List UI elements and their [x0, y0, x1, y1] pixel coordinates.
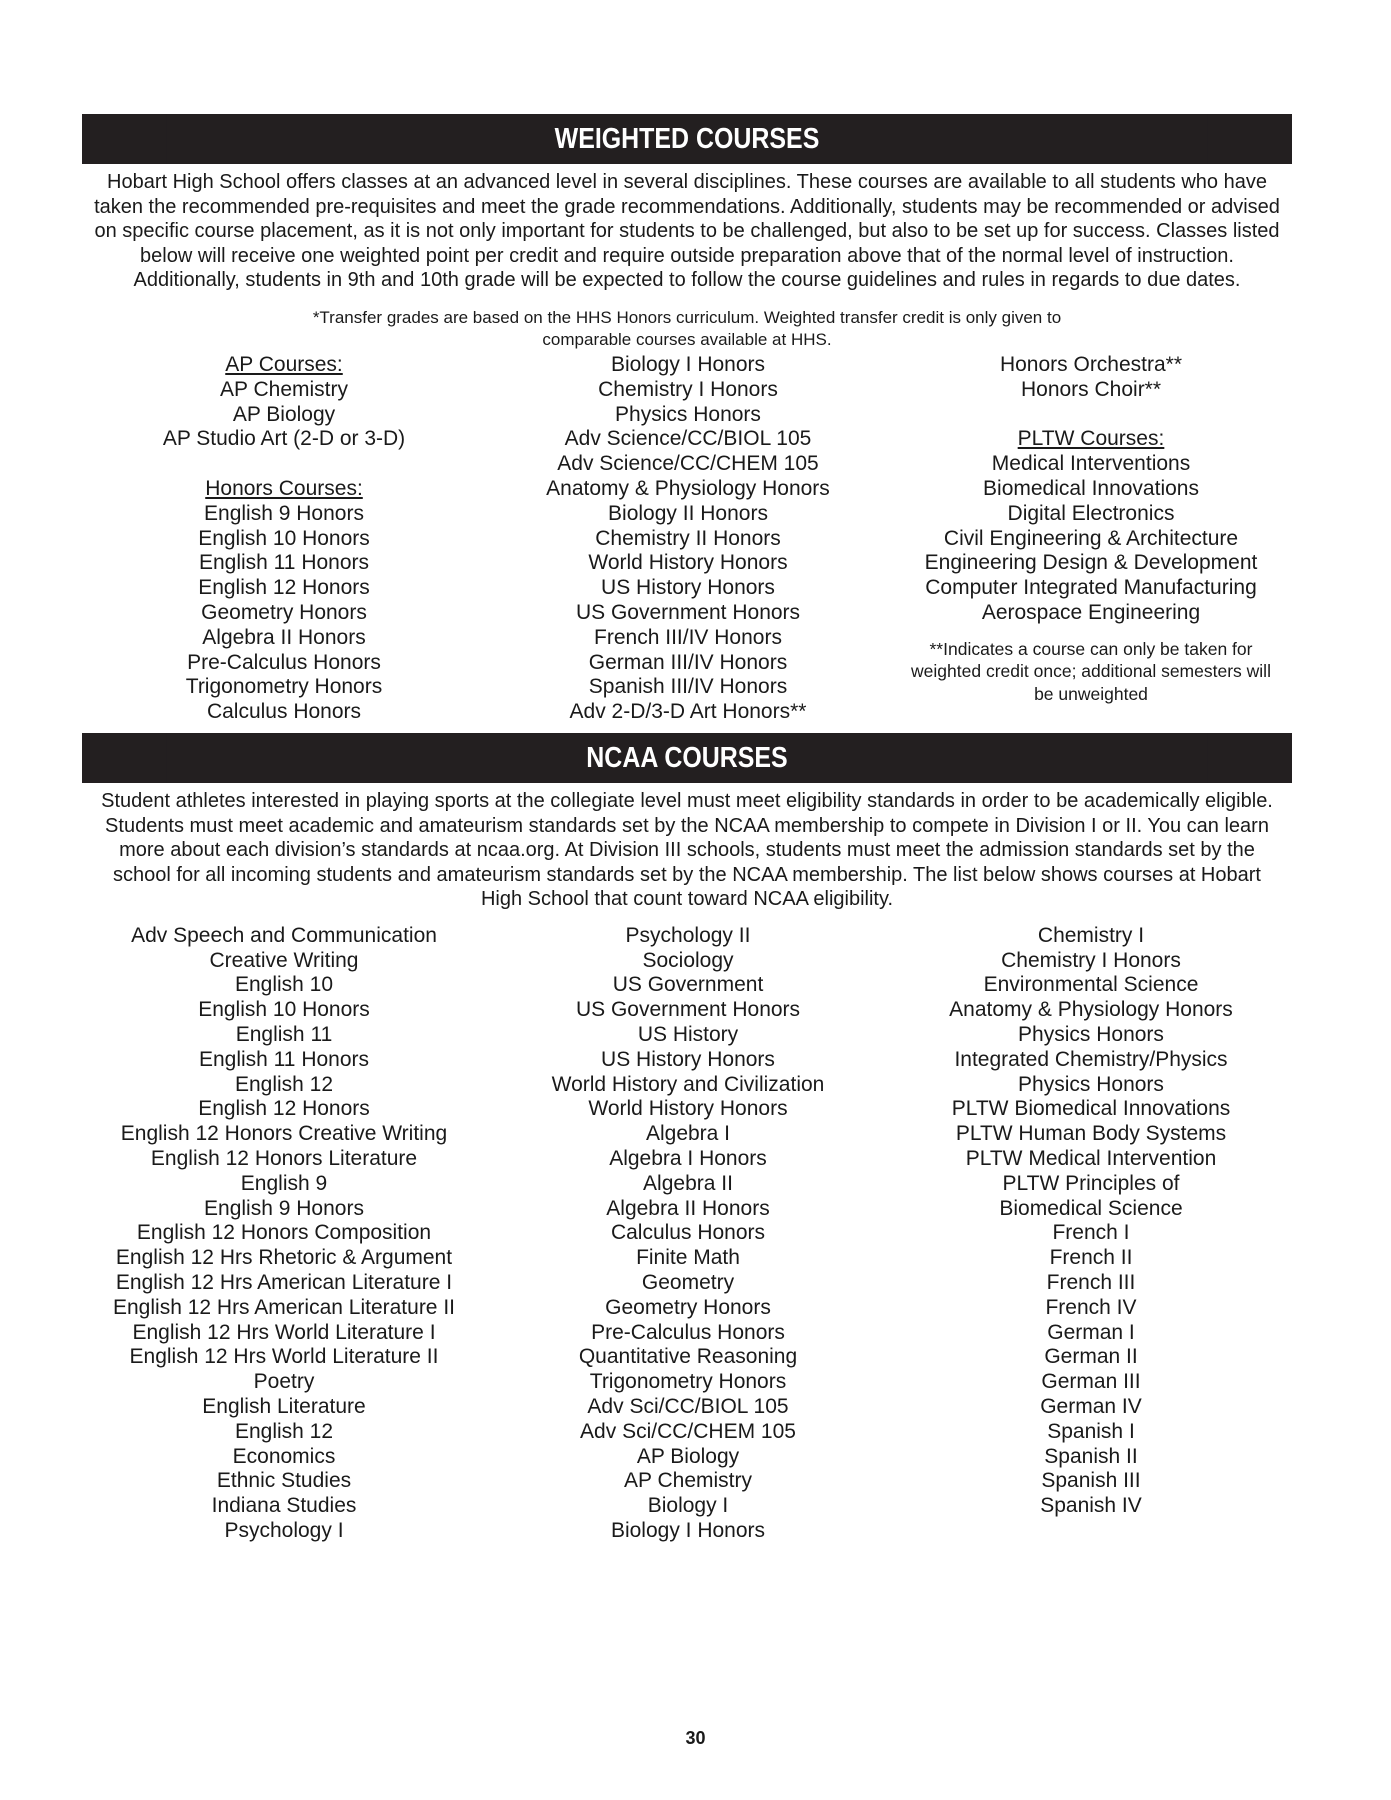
honors-courses-heading: Honors Courses:	[205, 476, 363, 500]
ncaa-course: World History and Civilization	[551, 1072, 825, 1096]
ncaa-course: US Government	[612, 973, 764, 997]
ncaa-course: English 12 Hrs World Literature II	[129, 1345, 439, 1369]
ncaa-course: Algebra II Honors	[606, 1196, 770, 1220]
ncaa-course: Pre-Calculus Honors	[591, 1320, 785, 1344]
ncaa-course: English 12 Hrs American Literature I	[115, 1271, 453, 1295]
weighted-col-3	[890, 353, 1292, 725]
transfer-note	[82, 307, 1292, 351]
weighted-courses-banner	[82, 114, 1292, 164]
ncaa-course: English 12 Hrs Rhetoric & Argument	[115, 1246, 453, 1270]
ncaa-course: Biomedical Science	[999, 1196, 1183, 1220]
ncaa-course: German III	[1041, 1370, 1141, 1394]
ncaa-course: Calculus Honors	[610, 1221, 766, 1245]
honors-course: Chemistry I Honors	[598, 377, 778, 401]
ncaa-course: Biology I Honors	[610, 1519, 766, 1543]
ncaa-course: Indiana Studies	[211, 1494, 357, 1518]
ncaa-course: Physics Honors	[1018, 1072, 1164, 1096]
weighted-col-2	[486, 353, 890, 725]
ncaa-course: PLTW Principles of	[1002, 1171, 1180, 1195]
ncaa-course: English 12 Hrs World Literature I	[132, 1320, 436, 1344]
pltw-course: Engineering Design & Development	[924, 551, 1258, 575]
pltw-courses-heading: PLTW Courses:	[1017, 427, 1165, 451]
ncaa-col-3	[890, 924, 1292, 1544]
ncaa-course: AP Biology	[636, 1444, 740, 1468]
honors-course: Geometry Honors	[201, 600, 367, 624]
honors-course-list-1	[82, 502, 486, 725]
ap-course-list	[82, 378, 486, 452]
ncaa-course: English 10 Honors	[198, 998, 370, 1022]
honors-course: US Government Honors	[575, 600, 801, 624]
honors-course-list-2	[486, 353, 890, 725]
ncaa-course: Adv Speech and Communication	[131, 923, 437, 947]
honors-course: Honors Orchestra**	[999, 352, 1183, 376]
transfer-note-text: *Transfer grades are based on the HHS Honors curriculum. Weighted transfer credit is only given to comparable courses available at HHS.	[312, 307, 1062, 349]
honors-course: Spanish III/IV Honors	[588, 675, 788, 699]
ncaa-courses-title: NCAA COURSES	[167, 733, 1208, 783]
ncaa-course: English 11 Honors	[198, 1047, 370, 1071]
ncaa-course: Finite Math	[636, 1246, 740, 1270]
honors-course: Pre-Calculus Honors	[187, 650, 381, 674]
ncaa-course: English 11	[235, 1023, 333, 1047]
ncaa-course: Geometry	[641, 1271, 735, 1295]
ap-course: AP Biology	[232, 402, 336, 426]
ncaa-col-1	[82, 924, 486, 1544]
ncaa-course: Adv Sci/CC/BIOL 105	[587, 1395, 789, 1419]
pltw-course: Aerospace Engineering	[981, 600, 1201, 624]
ncaa-course: Chemistry I	[1037, 923, 1145, 947]
ncaa-intro: Student athletes interested in playing sports at the collegiate level must meet eligibility standards in order to be academically eligible. Students must meet academic and amateurism standards set by the NCAA membership to compete in Division I or II. You can learn more about each division’s standards at ncaa.org. At Division III schools, students must meet the admission standards set by the school for all incoming students and amateurism standards set by the NCAA membership. The list below shows courses at Hobart High School that count toward NCAA eligibility.	[101, 789, 1273, 911]
ncaa-course-list-1	[82, 924, 486, 1544]
honors-course: Algebra II Honors	[202, 625, 366, 649]
pltw-course: Civil Engineering & Architecture	[943, 526, 1239, 550]
honors-course: Adv Science/CC/BIOL 105	[564, 427, 812, 451]
ncaa-course: Spanish II	[1044, 1444, 1138, 1468]
ncaa-course: Algebra I Honors	[609, 1147, 767, 1171]
weighted-footnote: **Indicates a course can only be taken for weighted credit once; additional semesters will be unweighted	[911, 638, 1271, 704]
ncaa-course: Quantitative Reasoning	[578, 1345, 798, 1369]
pltw-course: Digital Electronics	[1007, 501, 1175, 525]
ncaa-course: English 12	[234, 1419, 334, 1443]
ncaa-columns	[82, 924, 1292, 1544]
ncaa-course: English 12	[234, 1072, 334, 1096]
ap-courses-heading: AP Courses:	[225, 352, 343, 376]
honors-course: Biology I Honors	[610, 352, 766, 376]
ncaa-course: Environmental Science	[983, 973, 1199, 997]
ncaa-course: Spanish IV	[1040, 1494, 1142, 1518]
ncaa-course: Biology I	[647, 1494, 729, 1518]
honors-course: Adv 2-D/3-D Art Honors**	[569, 700, 807, 724]
honors-course-list-3	[890, 353, 1292, 403]
honors-course: Adv Science/CC/CHEM 105	[557, 452, 819, 476]
ncaa-course: Psychology I	[224, 1519, 344, 1543]
ncaa-course: Psychology II	[625, 923, 751, 947]
ncaa-col-2	[486, 924, 890, 1544]
honors-course: English 11 Honors	[198, 551, 370, 575]
ncaa-course-list-3	[890, 924, 1292, 1519]
page-number: 30	[685, 1728, 706, 1748]
honors-course: French III/IV Honors	[594, 625, 782, 649]
ncaa-course: French IV	[1045, 1295, 1137, 1319]
honors-course: Honors Choir**	[1020, 377, 1162, 401]
ncaa-course: German I	[1047, 1320, 1135, 1344]
ncaa-course: French I	[1052, 1221, 1130, 1245]
weighted-columns	[82, 353, 1292, 725]
honors-course: Trigonometry Honors	[185, 675, 383, 699]
ncaa-course: English 12 Hrs American Literature II	[113, 1295, 455, 1319]
ncaa-course: English 12 Honors Creative Writing	[120, 1122, 448, 1146]
ncaa-course: English 12 Honors Composition	[136, 1221, 432, 1245]
ncaa-course: PLTW Biomedical Innovations	[951, 1097, 1231, 1121]
page-content	[82, 114, 1292, 1544]
ncaa-course: PLTW Human Body Systems	[955, 1122, 1227, 1146]
ncaa-course: World History Honors	[588, 1097, 788, 1121]
ncaa-course: US Government Honors	[575, 998, 801, 1022]
ncaa-course: Anatomy & Physiology Honors	[949, 998, 1233, 1022]
honors-course: German III/IV Honors	[588, 650, 788, 674]
ncaa-course: US History Honors	[601, 1047, 775, 1071]
honors-course: World History Honors	[588, 551, 788, 575]
ncaa-course: Adv Sci/CC/CHEM 105	[580, 1419, 796, 1443]
ncaa-course: Physics Honors	[1018, 1023, 1164, 1047]
ncaa-course: Spanish I	[1047, 1419, 1135, 1443]
ncaa-course: English 9 Honors	[204, 1196, 364, 1220]
ncaa-course: Ethnic Studies	[216, 1469, 352, 1493]
honors-course: Anatomy & Physiology Honors	[546, 476, 830, 500]
honors-course: English 12 Honors	[198, 576, 370, 600]
ap-course: AP Chemistry	[220, 377, 348, 401]
honors-course: Physics Honors	[615, 402, 761, 426]
ncaa-course: English 12 Honors Literature	[150, 1147, 418, 1171]
ncaa-course: Sociology	[642, 948, 734, 972]
ncaa-course: Algebra I	[645, 1122, 731, 1146]
honors-course: English 10 Honors	[198, 526, 370, 550]
pltw-course: Computer Integrated Manufacturing	[925, 576, 1257, 600]
ncaa-course: English Literature	[202, 1395, 366, 1419]
ncaa-course: Creative Writing	[209, 948, 359, 972]
ncaa-course: English 9	[240, 1171, 328, 1195]
ncaa-course: Poetry	[253, 1370, 315, 1394]
ncaa-course: English 12 Honors	[198, 1097, 370, 1121]
ncaa-course: AP Chemistry	[624, 1469, 752, 1493]
ncaa-course: German IV	[1040, 1395, 1142, 1419]
honors-course: Calculus Honors	[206, 700, 362, 724]
weighted-intro: Hobart High School offers classes at an advanced level in several disciplines. These courses are available to all students who have taken the recommended pre-requisites and meet the grade recommendations. Additionally, students may be recommended or advised on specific course placement, as it is not only important for students to be challenged, but also to be set up for success. Classes listed below will receive one weighted point per credit and require outside preparation above that of the normal level of instruction. Additionally, students in 9th and 10th grade will be expected to follow the course guidelines and rules in regards to due dates.	[94, 171, 1280, 292]
ncaa-course: French III	[1046, 1271, 1136, 1295]
honors-course: US History Honors	[601, 576, 775, 600]
honors-course: Chemistry II Honors	[595, 526, 781, 550]
ncaa-course: French II	[1049, 1246, 1133, 1270]
ncaa-course: Trigonometry Honors	[589, 1370, 787, 1394]
weighted-col-1	[82, 353, 486, 725]
honors-course: Biology II Honors	[608, 501, 768, 525]
weighted-courses-title: WEIGHTED COURSES	[167, 114, 1208, 164]
honors-course: English 9 Honors	[204, 501, 364, 525]
ncaa-course: US History	[637, 1023, 739, 1047]
ncaa-course: PLTW Medical Intervention	[965, 1147, 1217, 1171]
ncaa-course-list-2	[486, 924, 890, 1544]
ncaa-course: Integrated Chemistry/Physics	[954, 1047, 1228, 1071]
pltw-course-list	[890, 452, 1292, 626]
ncaa-course: Spanish III	[1041, 1469, 1141, 1493]
pltw-course: Biomedical Innovations	[983, 476, 1199, 500]
ap-course: AP Studio Art (2-D or 3-D)	[162, 427, 406, 451]
pltw-course: Medical Interventions	[991, 452, 1191, 476]
ncaa-course: German II	[1044, 1345, 1138, 1369]
ncaa-course: Algebra II	[643, 1171, 733, 1195]
ncaa-courses-banner	[82, 733, 1292, 783]
ncaa-course: Chemistry I Honors	[1001, 948, 1181, 972]
ncaa-course: Geometry Honors	[605, 1295, 771, 1319]
ncaa-course: English 10	[234, 973, 334, 997]
ncaa-course: Economics	[232, 1444, 336, 1468]
